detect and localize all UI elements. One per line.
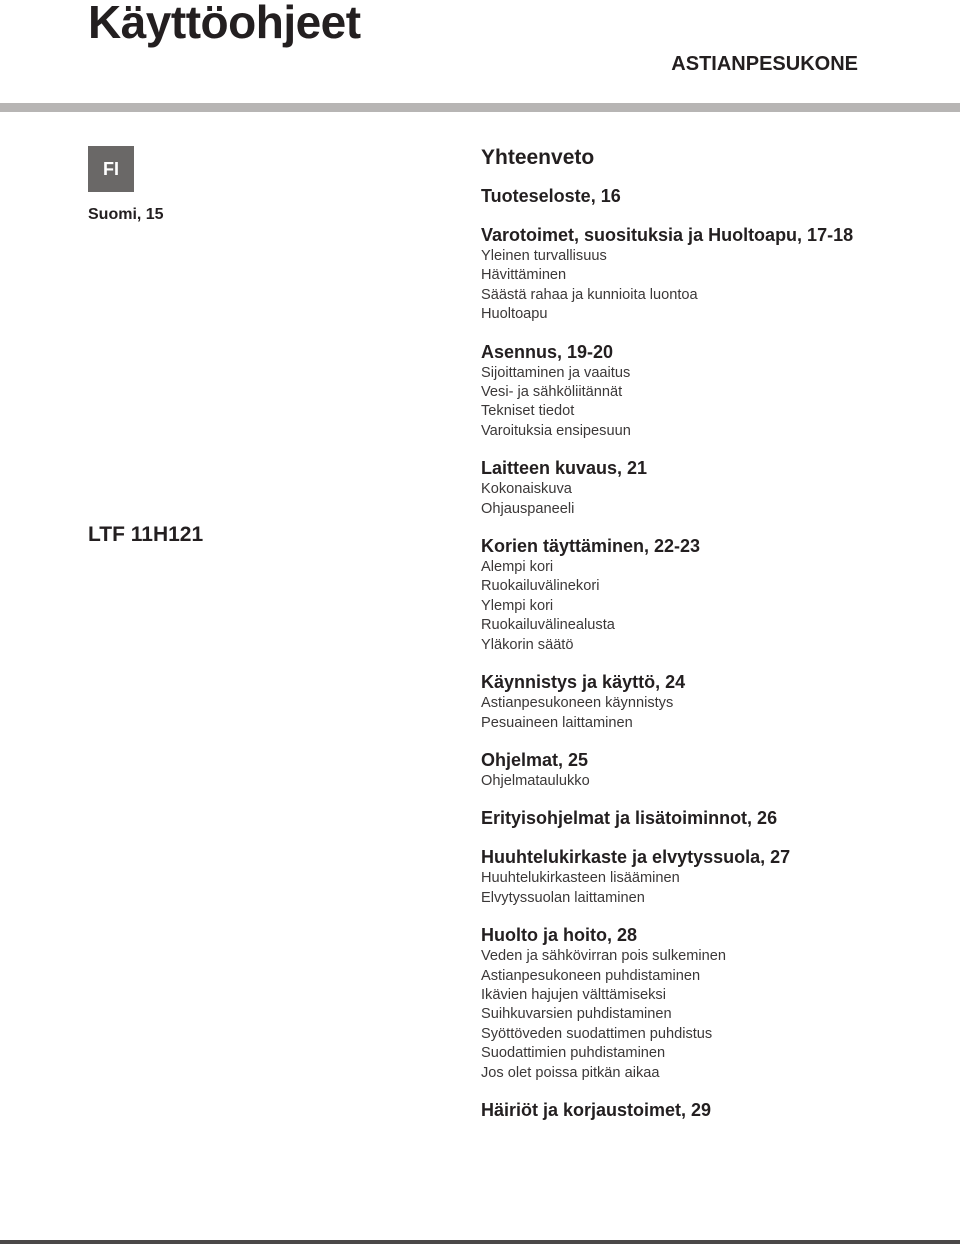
language-page-reference: Suomi, 15 (88, 206, 164, 223)
toc-section-title: Laitteen kuvaus, 21 (481, 458, 648, 479)
language-badge: FI (88, 146, 134, 192)
toc-subsection: Vesi- ja sähköliitännät (481, 384, 623, 401)
toc-section-title: Huuhtelukirkaste ja elvytyssuola, 27 (481, 847, 791, 868)
toc-subsection: Astianpesukoneen puhdistaminen (481, 967, 701, 984)
toc-section-title: Häiriöt ja korjaustoimet, 29 (481, 1099, 712, 1120)
toc-section-title: Ohjelmat, 25 (481, 749, 589, 770)
toc-section-title: Korien täyttäminen, 22-23 (481, 536, 701, 557)
toc-section (481, 534, 951, 655)
toc-subsection: Syöttöveden suodattimen puhdistus (481, 1025, 713, 1042)
toc-section (481, 806, 951, 830)
toc-subsection: Ruokailuvälinekori (481, 578, 600, 595)
toc-subsection: Säästä rahaa ja kunnioita luontoa (481, 286, 698, 303)
toc-section-title: Käynnistys ja käyttö, 24 (481, 672, 686, 693)
toc-subsection: Yläkorin säätö (481, 636, 574, 653)
toc-subsection: Ohjelmataulukko (481, 772, 590, 789)
toc-subsection: Ikävien hajujen välttämiseksi (481, 986, 666, 1003)
toc-subsection: Tekniset tiedot (481, 403, 575, 420)
toc-subsection: Suodattimien puhdistaminen (481, 1045, 666, 1062)
toc-subsection: Pesuaineen laittaminen (481, 714, 633, 731)
document-title: Käyttöohjeet (88, 0, 361, 48)
toc-section (481, 340, 951, 442)
toc-subsection: Ohjauspaneeli (481, 500, 575, 517)
toc-subsection: Huuhtelukirkasteen lisääminen (481, 870, 680, 887)
toc-subsection: Elvytyssuolan laittaminen (481, 889, 645, 906)
toc-subsection: Varoituksia ensipesuun (481, 422, 631, 439)
table-of-contents (481, 144, 951, 1137)
toc-section (481, 184, 951, 208)
toc-subsection: Sijoittaminen ja vaaitus (481, 364, 631, 381)
toc-section (481, 456, 951, 519)
toc-section-title: Varotoimet, suosituksia ja Huoltoapu, 17-18 (481, 225, 854, 245)
toc-subsection: Huoltoapu (481, 306, 548, 323)
toc-section (481, 1098, 951, 1122)
toc-subsection: Alempi kori (481, 559, 554, 576)
toc-section-title: Asennus, 19-20 (481, 341, 614, 362)
toc-subsection: Suihkuvarsien puhdistaminen (481, 1006, 672, 1023)
toc-subsection: Astianpesukoneen käynnistys (481, 695, 674, 712)
toc-section-title: Tuoteseloste, 16 (481, 186, 621, 206)
toc-subsection: Yleinen turvallisuus (481, 248, 607, 264)
toc-section-title: Huolto ja hoito, 28 (481, 925, 637, 946)
toc-section-title: Erityisohjelmat ja lisätoiminnot, 26 (481, 808, 778, 829)
model-number: LTF 11H121 (88, 523, 204, 546)
toc-subsection: Ylempi kori (481, 597, 554, 614)
header-divider (0, 103, 960, 112)
toc-subsection: Hävittäminen (481, 267, 567, 284)
toc-section (481, 670, 951, 733)
toc-subsection: Ruokailuvälinealusta (481, 617, 615, 634)
toc-heading: Yhteenveto (481, 146, 595, 169)
toc-section (481, 223, 951, 325)
toc-section (481, 845, 951, 908)
toc-subsection: Veden ja sähkövirran pois sulkeminen (481, 948, 726, 965)
toc-section-list (481, 184, 951, 1122)
product-category: ASTIANPESUKONE (671, 53, 858, 75)
toc-subsection: Kokonaiskuva (481, 481, 572, 498)
footer-divider (0, 1240, 960, 1244)
toc-section (481, 923, 951, 1083)
toc-section (481, 748, 951, 791)
toc-subsection: Jos olet poissa pitkän aikaa (481, 1064, 660, 1081)
